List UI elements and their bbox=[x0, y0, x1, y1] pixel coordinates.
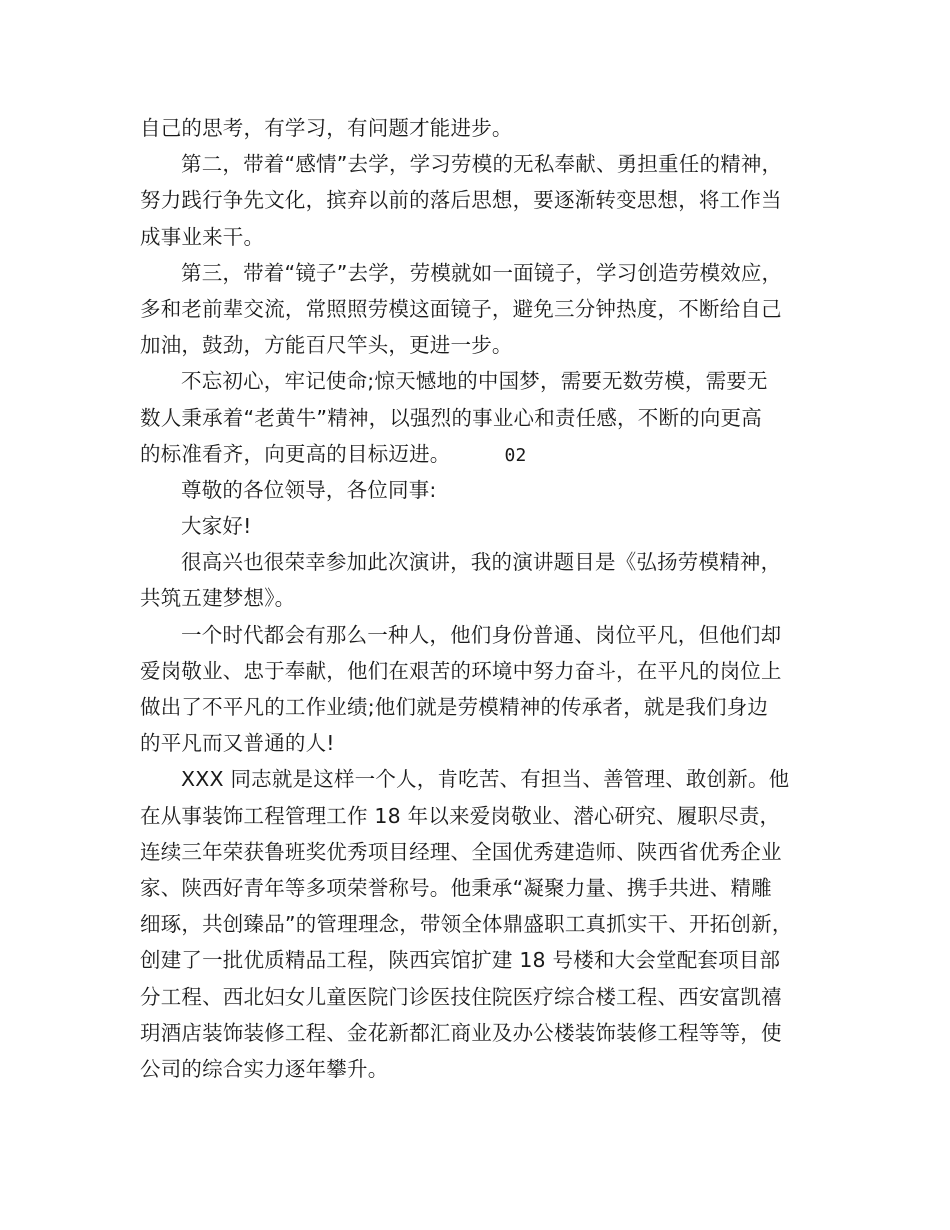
text-line: 第二，带着“感情”去学，学习劳模的无私奉献、勇担重任的精神， bbox=[181, 152, 783, 177]
text-line: 分工程、西北妇女儿童医院门诊医技住院医疗综合楼工程、西安富凯禧 bbox=[140, 984, 782, 1009]
text-line: 做出了不平凡的工作业绩;他们就是劳模精神的传承者，就是我们身边 bbox=[140, 695, 769, 719]
text-line-with-marker bbox=[140, 436, 830, 472]
text-line: 成事业来干。 bbox=[140, 224, 265, 249]
text-line: 家、陕西好青年等多项荣誉称号。他秉承“凝聚力量、携手共进、精雕 bbox=[140, 875, 772, 900]
greeting: 大家好! bbox=[181, 514, 252, 539]
text-line: 细琢，共创臻品”的管理理念，带领全体鼎盛职工真抓实干、开拓创新， bbox=[140, 912, 793, 937]
text-line: 的标准看齐，向更高的目标迈进。 bbox=[140, 441, 451, 466]
text-line: 玥酒店装饰装修工程、金花新都汇商业及办公楼装饰装修工程等等，使 bbox=[140, 1020, 782, 1045]
text-line: 共筑五建梦想》。 bbox=[140, 586, 296, 611]
text-line: 加油，鼓劲，方能百尺竿头，更进一步。 bbox=[140, 333, 513, 358]
text-line: 的平凡而又普通的人! bbox=[140, 731, 335, 756]
text-line: 爱岗敬业、忠于奉献，他们在艰苦的环境中努力奋斗，在平凡的岗位上 bbox=[140, 658, 782, 683]
text-line: XXX 同志就是这样一个人，肯吃苦、有担当、善管理、敢创新。他 bbox=[181, 767, 790, 792]
text-line: 努力践行争先文化，摈弃以前的落后思想，要逐渐转变思想，将工作当 bbox=[140, 188, 782, 213]
text-line: 在从事装饰工程管理工作 18 年以来爱岗敬业、潜心研究、履职尽责， bbox=[140, 803, 781, 828]
section-marker: 02 bbox=[504, 444, 527, 466]
text-line: 不忘初心，牢记使命;惊天憾地的中国梦，需要无数劳模，需要无 bbox=[181, 369, 768, 394]
salutation: 尊敬的各位领导，各位同事: bbox=[181, 477, 437, 502]
text-line: 多和老前辈交流，常照照劳模这面镜子，避免三分钟热度，不断给自己 bbox=[140, 296, 782, 321]
text-line: 数人秉承着“老黄牛”精神，以强烈的事业心和责任感，不断的向更高 bbox=[140, 405, 762, 430]
text-line: 自己的思考，有学习，有问题才能进步。 bbox=[140, 116, 513, 140]
text-line: 第三，带着“镜子”去学，劳模就如一面镜子，学习创造劳模效应， bbox=[181, 260, 783, 285]
text-line: 一个时代都会有那么一种人，他们身份普通、岗位平凡，但他们却 bbox=[181, 622, 782, 647]
document-body bbox=[140, 110, 830, 1087]
text-line: 很高兴也很荣幸参加此次演讲，我的演讲题目是《弘扬劳模精神， bbox=[181, 550, 782, 575]
text-line: 公司的综合实力逐年攀升。 bbox=[140, 1056, 389, 1081]
text-line: 创建了一批优质精品工程，陕西宾馆扩建 18 号楼和大会堂配套项目部 bbox=[140, 948, 781, 973]
text-line: 连续三年荣获鲁班奖优秀项目经理、全国优秀建造师、陕西省优秀企业 bbox=[140, 839, 782, 864]
